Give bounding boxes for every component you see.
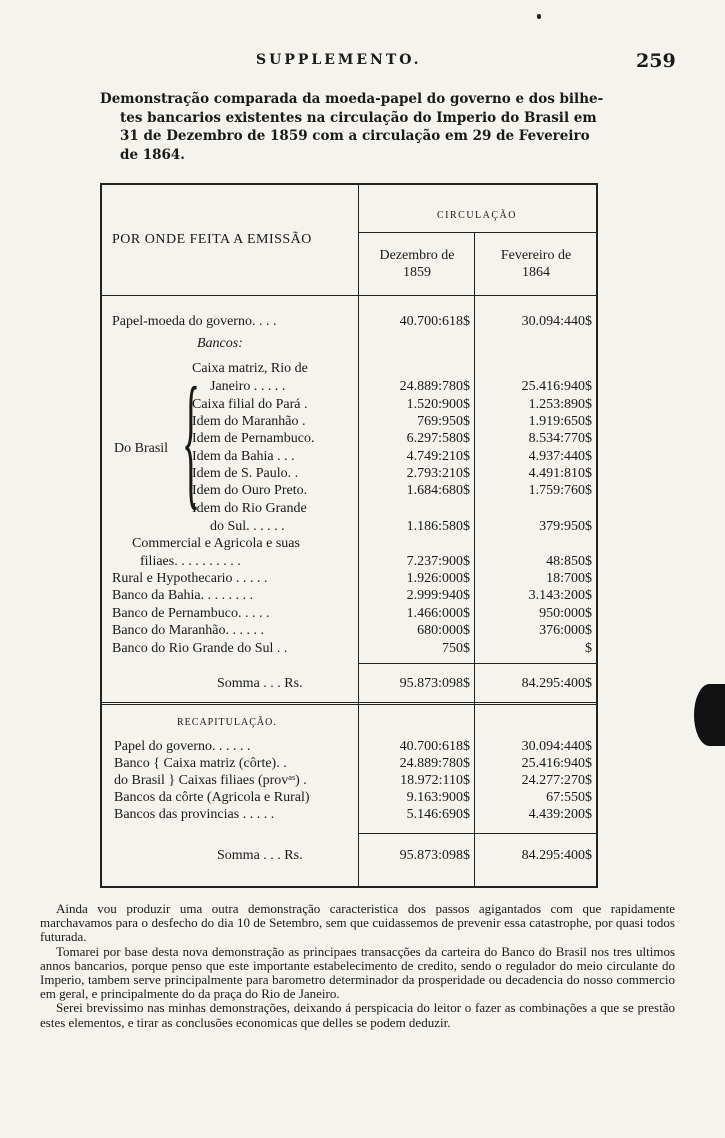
recap-label: Banco { Caixa matriz (côrte). . [114,756,287,771]
value-1859: 6.297:580$ [406,431,470,446]
do-brasil-label: Do Brasil [114,441,169,456]
value-1859: 2.793:210$ [406,466,470,481]
row-label: Idem do Ouro Preto. [192,483,308,498]
page-number: 259 [636,50,676,72]
recap-1859: 24.889:780$ [399,756,470,771]
value-1864: 950:000$ [539,606,592,621]
heading-line: 31 de Dezembro de 1859 com a circulação em 29 de Fevereiro [120,128,590,144]
table-heading [100,90,604,164]
value-1864: 379:950$ [539,519,592,534]
value-1864: $ [585,641,592,656]
row-label: Banco da Bahia. . . . . . . . [112,588,254,603]
header-line: Dezembro de [379,248,455,263]
value-1864: 30.094:440$ [521,314,592,329]
value-1864: 1.919:650$ [528,414,592,429]
value-1864: 376:000$ [539,623,592,638]
value-1859: 7.237:900$ [406,554,470,569]
value-1859: 2.999:940$ [406,588,470,603]
value-1864: 4.491:810$ [528,466,592,481]
column-rule [358,185,359,886]
somma-label: Somma . . . Rs. [217,676,303,691]
row-label: Banco do Maranhão. . . . . . [112,623,265,638]
recap-header: RECAPITULAÇÃO. [177,717,277,728]
recap-1859: 40.700:618$ [399,739,470,754]
recap-label: Bancos da côrte (Agricola e Rural) [114,790,310,805]
row-label: Janeiro . . . . . [210,379,286,394]
value-1859: 24.889:780$ [399,379,470,394]
emission-column-header: POR ONDE FEITA A EMISSÃO [112,232,312,247]
value-1859: 1.520:900$ [406,397,470,412]
value-1864: 3.143:200$ [528,588,592,603]
value-1864: 4.937:440$ [528,449,592,464]
circulation-header: CIRCULAÇÃO [437,210,518,221]
row-rule [358,232,596,233]
row-label: Commercial e Agricola e suas [132,536,300,551]
value-1864: 1.253:890$ [528,397,592,412]
value-1864: 1.759:760$ [528,483,592,498]
value-1859: 1.684:680$ [406,483,470,498]
row-label: Banco de Pernambuco. . . . . [112,606,270,621]
recap-1864: 4.439:200$ [528,807,592,822]
recap-1864: 30.094:440$ [521,739,592,754]
somma-1859: 95.873:098$ [399,676,470,691]
dec-1859-header [364,247,470,281]
value-1859: 40.700:618$ [399,314,470,329]
recap-label: Papel do governo. . . . . . [114,739,251,754]
recap-1859: 9.163:900$ [406,790,470,805]
recap-label: Bancos das provincias . . . . . [114,807,275,822]
row-label: Banco do Rio Grande do Sul . . [112,641,288,656]
paragraph: Tomarei por base desta nova demonstração as principaes transacções da carteira do Banco do Brasil nos tres ultimos annos bancarios, porque penso que este importante estabelecimento de credito, sendo o regulador do meio circulante do Imperio, tambem serve principalmente para barometro determinador da prosperidade ou decadencia do nosso commercio em geral, e principalmente do da praça do Rio de Janeiro. [40,943,675,1002]
row-label: Idem de Pernambuco. [192,431,315,446]
recap-1864: 24.277:270$ [521,773,592,788]
recap-1864: 25.416:940$ [521,756,592,771]
column-rule [474,232,475,886]
recap-somma-label: Somma . . . Rs. [217,848,303,863]
somma-1864: 84.295:400$ [521,676,592,691]
recap-1864: 67:550$ [546,790,592,805]
row-label: Bancos: [197,336,243,351]
row-label: do Sul. . . . . . [210,519,285,534]
paragraph: Serei brevissimo nas minhas demonstrações, deixando á perspicacia do leitor o fazer as combinações a que se prestão estes elementos, e tirar as conclusões economicas que delles se podem deduzir. [40,1000,675,1030]
body-text [40,902,675,1030]
value-1864: 8.534:770$ [528,431,592,446]
row-label: Caixa matriz, Rio de [192,361,308,376]
row-label: Papel-moeda do governo. . . . [112,314,277,329]
header-line: 1864 [522,265,550,280]
circulation-table [100,183,598,888]
row-label: Idem da Bahia . . . [192,449,295,464]
brace: { [182,357,200,523]
value-1859: 1.926:000$ [406,571,470,586]
value-1859: 750$ [442,641,470,656]
value-1859: 4.749:210$ [406,449,470,464]
value-1859: 769:950$ [417,414,470,429]
recap-somma-1859: 95.873:098$ [399,848,470,863]
running-title: SUPPLEMENTO. [256,52,422,68]
row-label: Caixa filial do Pará . [192,397,308,412]
value-1859: 680:000$ [417,623,470,638]
row-label: Rural e Hypothecario . . . . . [112,571,268,586]
value-1864: 18:700$ [546,571,592,586]
row-label: Idem de S. Paulo. . [192,466,299,481]
value-1859: 1.466:000$ [406,606,470,621]
recap-1859: 5.146:690$ [406,807,470,822]
row-rule [102,295,596,296]
heading-line: Demonstração comparada da moeda-papel do governo e dos bilhe- [100,91,604,107]
heading-line: de 1864. [120,146,186,163]
row-rule [358,663,596,664]
value-1864: 48:850$ [546,554,592,569]
paragraph: Ainda vou produzir uma outra demonstração caracteristica dos passos agigantados com que rapidamente marchavamos para o desfecho do dia 10 de Setembro, sem que cuidassemos de prevenir essa catastrophe, por quasi todos futurada. [40,901,675,945]
row-rule [358,833,596,834]
recap-somma-1864: 84.295:400$ [521,848,592,863]
value-1864: 25.416:940$ [521,379,592,394]
running-head [0,50,725,74]
header-line: 1859 [403,265,431,280]
value-1859: 1.186:580$ [406,519,470,534]
recap-label: do Brasil } Caixas filiaes (provᵃˢ) . [114,773,307,788]
header-line: Fevereiro de [500,248,572,263]
row-label: filiaes. . . . . . . . . . [140,554,241,569]
row-label: Idem do Maranhão . [192,414,306,429]
ink-speck [537,14,541,19]
page-edge-mark [694,684,725,746]
recap-1859: 18.972:110$ [400,773,470,788]
heading-line: tes bancarios existentes na circulação do Imperio do Brasil em [120,109,597,126]
row-label: Idem do Rio Grande [192,501,307,516]
row-rule [102,702,596,705]
feb-1864-header [480,247,592,281]
